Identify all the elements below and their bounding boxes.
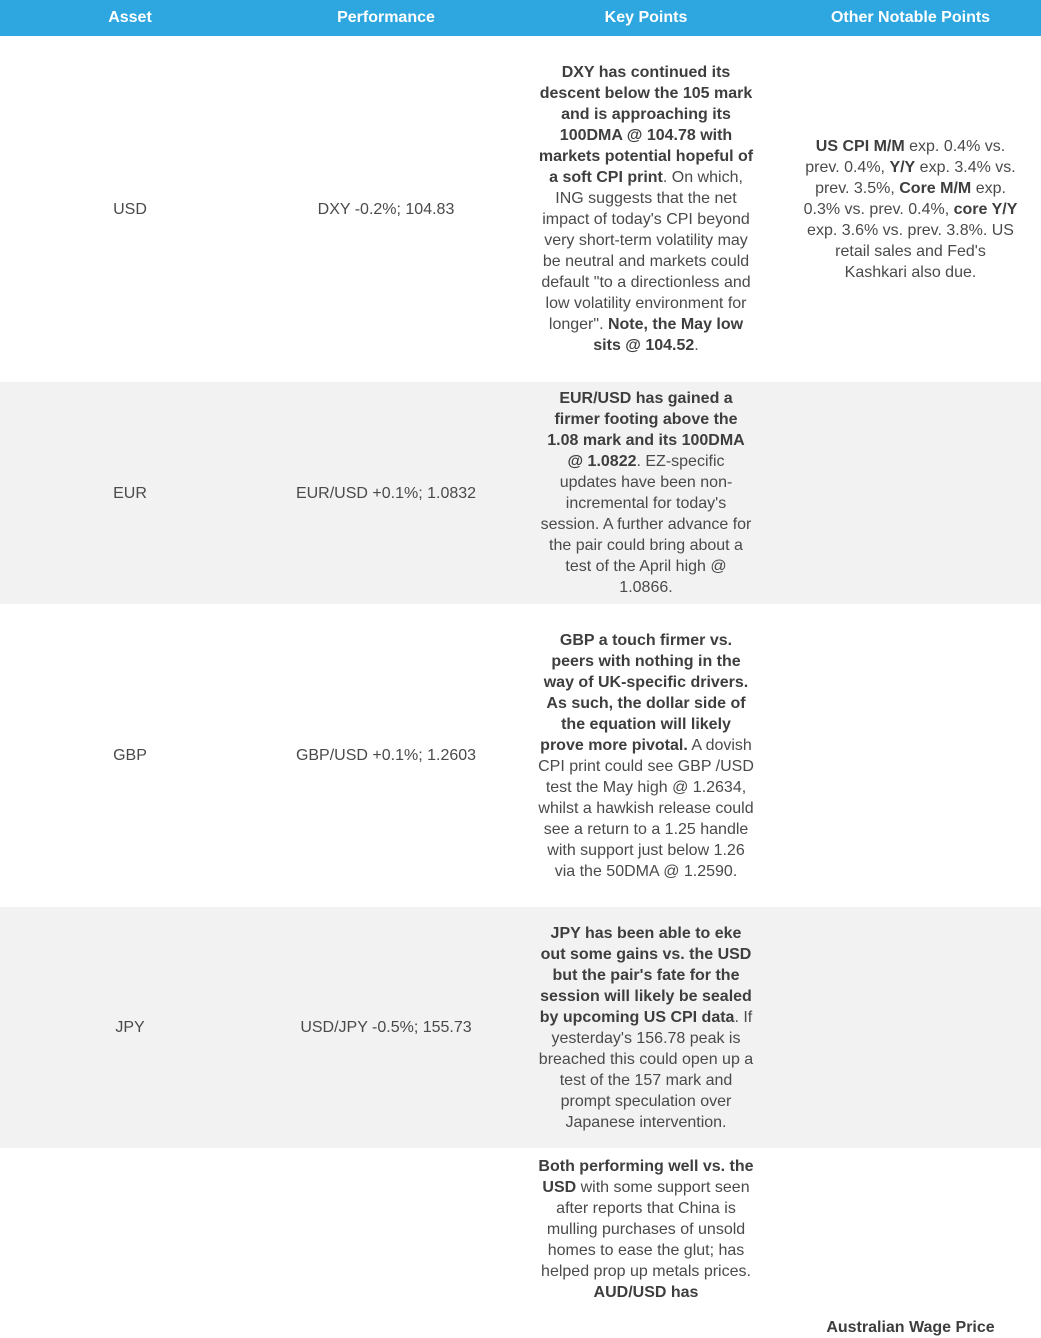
body-text: . If yesterday's 156.78 peak is breached this could open up a test of the 157 mark and prompt speculation over Japanese intervention. <box>538 1008 754 1131</box>
bold-text: Australian Wage Price <box>826 1319 995 1336</box>
performance-cell: GBP/USD +0.1%; 1.2603 <box>295 747 477 764</box>
key-points-text <box>538 630 754 882</box>
bold-text: EUR/USD has gained a firmer footing above the 1.08 mark and its 100DMA @ 1.0822 <box>547 390 745 470</box>
asset-cell: GBP <box>113 747 147 764</box>
body-text: with some support seen after reports that China is mulling purchases of unsold homes to ease the glut; has helped prop up metals prices. <box>541 1179 751 1280</box>
bold-text: Core M/M <box>899 179 972 197</box>
table-row <box>0 36 1041 382</box>
performance-cell: USD/JPY -0.5%; 155.73 <box>260 907 512 1148</box>
other-notes-text <box>803 136 1019 283</box>
body-text: exp. 3.4% vs. prev. 3.5%, <box>815 158 1016 197</box>
body-text: . On which, ING suggests that the net impact of today's CPI beyond very short-term volatility may be neutral and markets could default "to a directionless and low volatility environment for longer". <box>541 169 751 333</box>
key-points-text <box>538 923 754 1133</box>
key-points-text <box>538 388 754 598</box>
key-points-cell <box>512 907 780 1148</box>
bold-text: Y/Y <box>889 158 916 176</box>
other-notes-cell <box>780 907 1041 1148</box>
body-text: . <box>694 337 699 354</box>
header-performance: Performance <box>260 0 512 36</box>
performance-cell: DXY -0.2%; 104.83 <box>317 200 455 218</box>
key-points-text <box>538 62 754 356</box>
bold-text: DXY has continued its descent below the 105 mark and is approaching its 100DMA @ 104.78 with markets potential hopeful of a soft CPI print <box>538 64 754 186</box>
body-text: exp. 3.6% vs. prev. 3.8%. US retail sales and Fed's Kashkari also due. <box>807 221 1014 281</box>
table-row <box>0 604 1041 907</box>
key-points-text <box>538 1156 754 1303</box>
performance-cell: EUR/USD +0.1%; 1.0832 <box>260 382 512 604</box>
bold-text: AUD/USD has <box>593 1284 699 1301</box>
other-notes-cell <box>780 36 1041 382</box>
asset-cell: EUR <box>0 382 260 604</box>
bold-text: US CPI M/M <box>815 137 905 155</box>
body-text: A dovish CPI print could see GBP /USD test the May high @ 1.2634, whilst a hawkish release could see a return to a 1.25 handle with support just below 1.26 via the 50DMA @ 1.2590. <box>538 736 754 880</box>
performance-cell <box>260 1148 512 1338</box>
body-text: . EZ-specific updates have been non-incremental for today's session. A further advance for the pair could bring about a test of the April high @ 1.0866. <box>540 453 752 596</box>
bold-text: Both performing well vs. the USD <box>538 1158 754 1196</box>
bold-text: JPY has been able to eke out some gains vs. the USD but the pair's fate for the session will likely be sealed by upcoming US CPI data <box>539 924 752 1026</box>
bold-text: GBP a touch firmer vs. peers with nothing in the way of UK-specific drivers. As such, the dollar side of the equation will likely prove more pivotal. <box>540 631 749 754</box>
key-points-cell <box>512 382 780 604</box>
other-notes-cell <box>780 1148 1041 1338</box>
body-text: exp. 0.3% vs. prev. 0.4%, <box>803 179 1006 218</box>
key-points-cell <box>512 36 780 382</box>
other-notes-cell <box>780 382 1041 604</box>
other-notes-text <box>803 1317 1019 1338</box>
header-asset: Asset <box>0 0 260 36</box>
table-row <box>0 382 1041 604</box>
table-header-row <box>0 0 1041 36</box>
table-row <box>0 1148 1041 1338</box>
other-notes-cell <box>780 604 1041 907</box>
header-key-points: Key Points <box>512 0 780 36</box>
bold-text: core Y/Y <box>953 200 1018 218</box>
bold-text: Note, the May low sits @ 104.52 <box>593 316 744 354</box>
header-other-notable-points: Other Notable Points <box>780 0 1041 36</box>
key-points-cell <box>512 1148 780 1338</box>
asset-cell <box>0 1148 260 1338</box>
table-row <box>0 907 1041 1148</box>
asset-cell: JPY <box>0 907 260 1148</box>
key-points-cell <box>512 604 780 907</box>
body-text: exp. 0.4% vs. prev. 0.4%, <box>805 137 1006 176</box>
asset-cell: USD <box>113 200 147 218</box>
